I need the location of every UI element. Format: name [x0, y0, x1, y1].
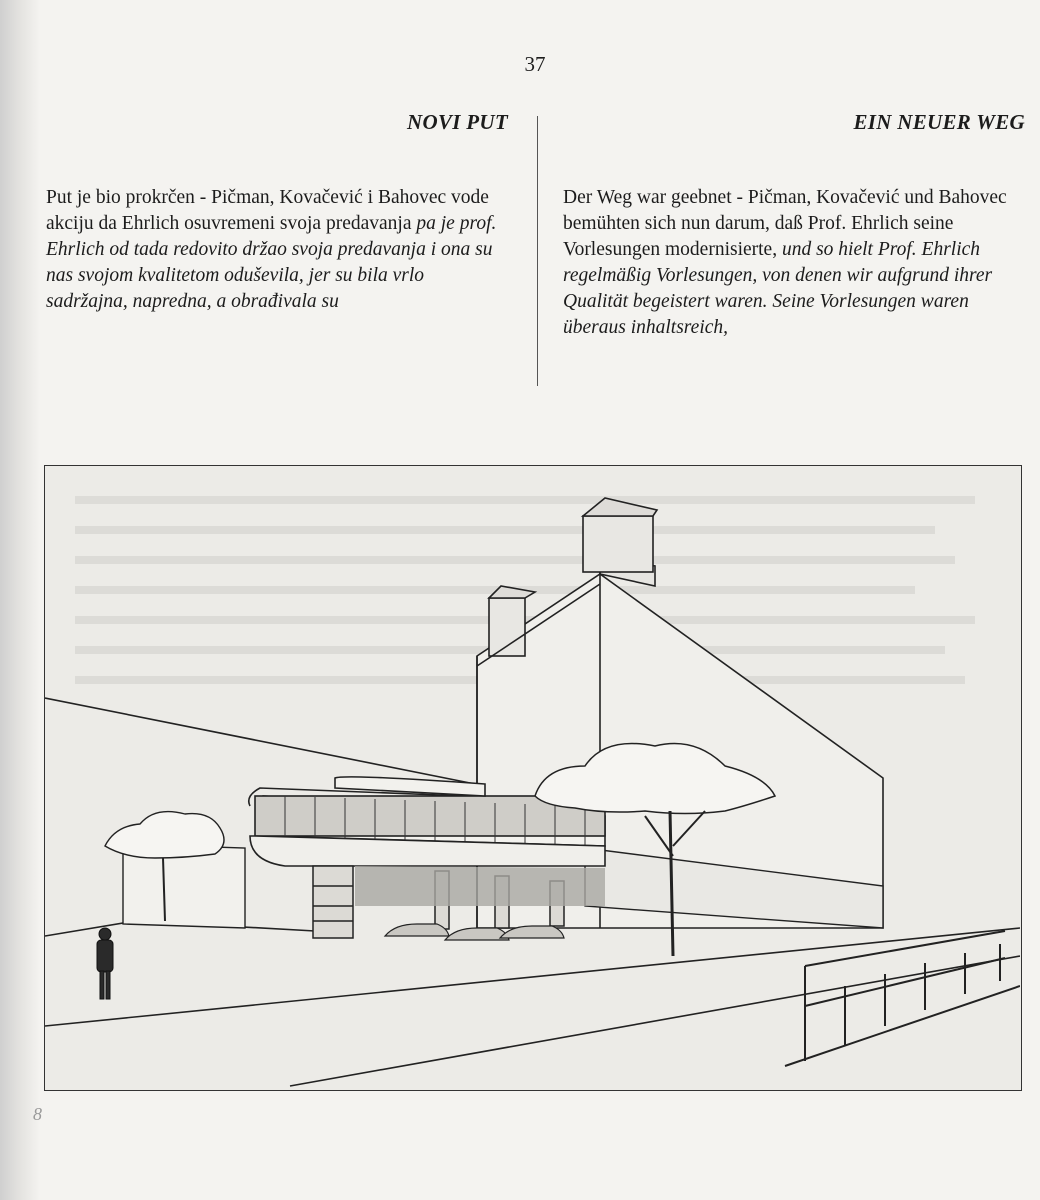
- right-column-text-regular: Der Weg war geebnet - Pičman, Kovačević und Bahovec bemühten sich nun darum, daß Prof. Ehrlich seine Vorlesungen modernisierte,: [563, 187, 1007, 260]
- binding-shadow: [0, 0, 40, 1200]
- column-divider: [537, 116, 538, 386]
- right-column-german: [563, 110, 1025, 341]
- left-column-text: [46, 185, 508, 315]
- page-number: 37: [524, 52, 546, 76]
- left-column-text-italic: pa je prof. Ehrlich od tada redovito držao svoja predavanja i ona su nas svojom kvalitetom oduševila, jer su bila vrlo sadržajna, napredna, a obrađivala su: [46, 213, 497, 312]
- right-column-heading: EIN NEUER WEG: [853, 110, 1025, 134]
- architectural-sketch-figure: [44, 465, 1022, 1091]
- left-column-heading: NOVI PUT: [407, 110, 508, 134]
- right-column-text: [563, 185, 1025, 341]
- undercroft-shadow: [355, 866, 605, 906]
- left-column-text-regular: Put je bio prokrčen - Pičman, Kovačević i Bahovec vode akciju da Ehrlich osuvremeni svoja predavanja: [46, 187, 489, 234]
- corner-mark: 8: [33, 1104, 42, 1124]
- railing: [785, 931, 1020, 1066]
- left-column-croatian: [46, 110, 508, 315]
- human-figure: [97, 928, 113, 999]
- right-column-text-italic: und so hielt Prof. Ehrlich regelmäßig Vorlesungen, von denen wir aufgrund ihrer Qualität begeistert waren. Seine Vorlesungen waren überaus inhaltsreich,: [563, 239, 993, 338]
- parked-cars: [385, 924, 564, 940]
- building-perspective-drawing: [45, 466, 1020, 1089]
